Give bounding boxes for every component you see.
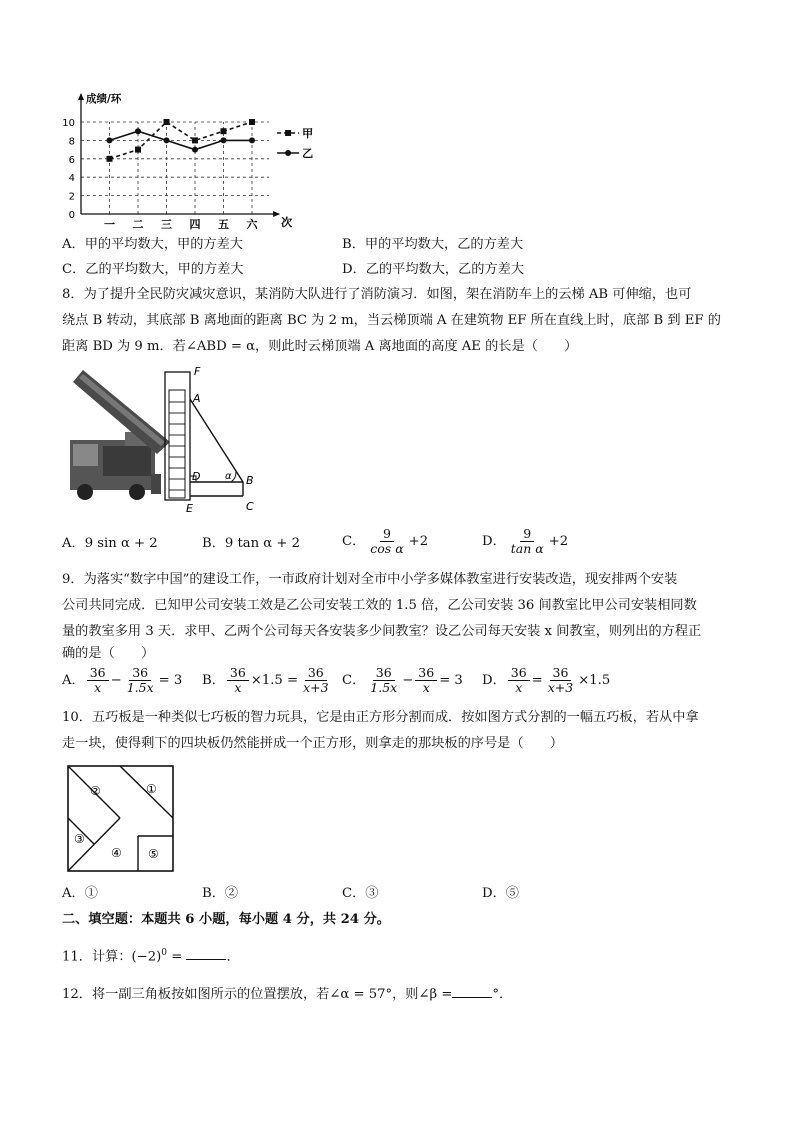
y-tick-label: 0 [68,210,75,221]
q8-option-c-label: C． [342,533,366,549]
q10-option-c[interactable]: C．③ [342,886,379,901]
q8-text-line-3: 距离 BD 为 9 m．若∠ABD = α，则此时云梯顶端 A 离地面的高度 AE 的长是（ ） [62,339,578,354]
series-point-乙 [164,137,170,143]
q8-option-c[interactable] [342,527,428,556]
legend-label: 甲 [302,127,314,140]
series-point-乙 [249,137,255,143]
q10-option-b[interactable]: B．② [202,886,239,901]
q9-text-line-2: 公司共同完成．已知甲公司安装工效是乙公司安装工效的 1.5 倍，乙公司安装 36 间教室比甲公司安装相同数 [62,598,697,613]
q7-option-a[interactable]: A．甲的平均数大，甲的方差大 [62,237,243,252]
series-point-甲 [107,156,113,162]
x-tick-label: 二 [132,218,144,231]
series-point-甲 [135,147,141,153]
q8-option-d[interactable] [482,527,568,556]
q8-option-b[interactable]: B．9 tan α + 2 [202,536,301,551]
series-point-甲 [249,119,255,125]
q9-text-line-3: 量的教室多用 3 天．求甲、乙两个公司每天各安装多少间教室？设乙公司每天安装 x 间教室，则列出的方程正 [62,624,702,639]
q9-text-line-1: 9．为落实“数字中国”的建设工作，一市政府计划对全市中小学多媒体教室进行安装改造，现安排两个安装 [62,572,678,587]
series-point-乙 [221,137,227,143]
piece-3-label: ③ [74,832,85,846]
q8-option-c-suffix: +2 [408,533,429,549]
q10-option-a[interactable]: A．① [62,886,98,901]
y-tick-label: 4 [68,173,75,185]
piece-2-label: ② [90,784,101,798]
y-axis-label: 成绩/环 [86,93,122,105]
q9-option-c[interactable]: C． $\frac{36}{1.5x}$ − $\frac{36}{x}$ = 3 [342,665,463,695]
piece-1-label: ① [146,782,157,796]
q8-option-a[interactable]: A．9 sin α + 2 [62,536,158,551]
x-axis-label: 次 [281,216,293,229]
q8-option-c-fraction: $\frac{9}{\text{cos α}}$ [370,526,404,556]
q7-option-d[interactable]: D．乙的平均数大，乙的方差大 [342,262,525,277]
q11: 11．计算：$(-2)^0$ = ． [62,948,240,965]
q11-answer-blank[interactable] [186,947,226,960]
q9-option-b[interactable]: B． $\frac{36}{x}$ ×1.5 = $\frac{36}{x+3}$ [202,665,329,695]
series-point-乙 [192,147,198,153]
q8-text-line-1: 8．为了提升全民防灾减灾意识，某消防大队进行了消防演习．如图，架在消防车上的云梯 AB 可伸缩，也可 [62,287,692,302]
q12-answer-blank[interactable] [452,985,492,998]
x-tick-label: 一 [104,218,115,231]
fire-ladder-figure [65,362,275,520]
q8-text-line-2: 绕点 B 转动，其底部 B 离地面的距离 BC 为 2 m，当云梯顶端 A 在建筑物 EF 所在直线上时，底部 B 到 EF 的 [62,313,721,328]
score-line-chart [55,88,314,233]
series-point-甲 [164,119,170,125]
legend-marker-甲 [285,130,291,136]
fire-truck-image [70,370,170,500]
y-tick-label: 8 [68,136,75,148]
y-axis-arrow [78,93,84,100]
series-point-甲 [221,128,227,134]
label-alpha: α [225,471,232,482]
legend-label: 乙 [302,147,314,160]
label-e: E [186,502,193,515]
label-f: F [194,365,201,378]
x-axis-arrow [273,211,280,217]
section-2-heading: 二、填空题：本题共 6 小题，每小题 4 分，共 24 分。 [62,912,390,927]
q7-option-b[interactable]: B．甲的平均数大，乙的方差大 [342,237,524,252]
x-tick-label: 三 [161,218,172,231]
y-tick-label: 6 [68,154,75,166]
five-piece-tangram [66,764,176,874]
q12: 12．将一副三角板按如图所示的位置摆放，若∠α = 57°，则∠β = °． [62,987,513,1002]
q8-option-d-fraction: $\frac{9}{\text{tan α}}$ [510,526,544,556]
x-tick-label: 四 [189,218,201,231]
piece-4-label: ④ [111,846,122,860]
q8-option-d-suffix: +2 [548,533,569,549]
x-tick-label: 五 [218,218,229,231]
q7-option-c[interactable]: C．乙的平均数大，甲的方差大 [62,262,244,277]
legend-marker-乙 [285,150,291,156]
q9-option-d[interactable]: D． $\frac{36}{x}$ = $\frac{36}{x+3}$ ×1.5 [482,665,611,695]
label-b: B [246,474,254,487]
q9-text-line-4: 确的是（ ） [62,646,155,661]
label-c: C [246,500,254,513]
label-d: D [192,470,201,483]
series-point-乙 [107,137,113,143]
q10-text-line-1: 10．五巧板是一种类似七巧板的智力玩具，它是由正方形分割而成．按如图方式分割的一幅五巧板，若从中拿 [62,710,699,725]
x-tick-label: 六 [246,218,258,231]
piece-5-label: ⑤ [148,847,159,861]
series-point-乙 [135,128,141,134]
y-tick-label: 10 [62,118,75,129]
q9-option-a[interactable]: A． $\frac{36}{x}$ − $\frac{36}{1.5x}$ = 3 [62,665,183,695]
label-a: A [193,392,201,405]
q8-option-d-label: D． [482,533,506,549]
q10-option-d[interactable]: D．⑤ [482,886,519,901]
y-tick-label: 2 [68,191,75,203]
series-point-甲 [192,137,198,143]
q10-text-line-2: 走一块，使得剩下的四块板仍然能拼成一个正方形，则拿走的那块板的序号是（ ） [62,736,564,751]
